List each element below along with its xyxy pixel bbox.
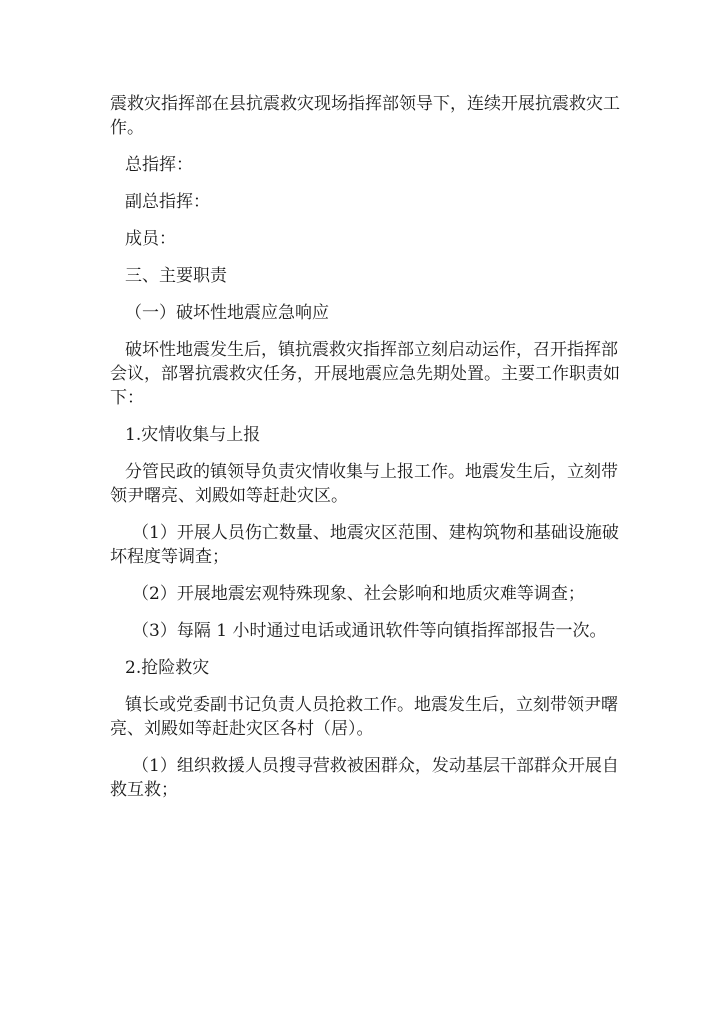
text-line: 总指挥： [125, 155, 193, 175]
text-line: 作。 [110, 118, 144, 138]
text-line: 坏程度等调查； [110, 547, 229, 567]
text-line: 2.抢险救灾 [125, 658, 210, 678]
text-line: 副总指挥： [125, 192, 210, 212]
document-body [110, 92, 618, 802]
text-line: 领尹曙亮、刘殿如等赶赴灾区。 [110, 486, 348, 506]
text-line: 亮、刘殿如等赶赴灾区各村（居）。 [110, 719, 374, 739]
text-line: 破坏性地震发生后，镇抗震救灾指挥部立刻启动运作，召开指挥部 [125, 340, 618, 360]
text-line: 会议，部署抗震救灾任务，开展地震应急先期处置。主要工作职责如 [110, 364, 620, 384]
text-line: 分管民政的镇领导负责灾情收集与上报工作。地震发生后，立刻带 [125, 462, 618, 482]
text-line: 下： [110, 388, 144, 408]
text-line: （一）破坏性地震应急响应 [125, 303, 329, 323]
text-line: （1）开展人员伤亡数量、地震灾区范围、建构筑物和基础设施破 [132, 523, 619, 543]
text-line: 三、主要职责 [125, 266, 227, 286]
text-line: 救互救； [110, 780, 178, 800]
text-line: （1）组织救援人员搜寻营救被困群众，发动基层干部群众开展自 [132, 756, 619, 776]
text-line: 成员： [125, 229, 176, 249]
text-line: 1.灾情收集与上报 [125, 425, 261, 445]
text-line: 震救灾指挥部在县抗震救灾现场指挥部领导下，连续开展抗震救灾工 [110, 94, 620, 114]
text-line: （3）每隔 1 小时通过电话或通讯软件等向镇指挥部报告一次。 [132, 621, 607, 641]
text-line: 镇长或党委副书记负责人员抢救工作。地震发生后，立刻带领尹曙 [125, 695, 618, 715]
text-line: （2）开展地震宏观特殊现象、社会影响和地质灾难等调查； [132, 584, 585, 604]
